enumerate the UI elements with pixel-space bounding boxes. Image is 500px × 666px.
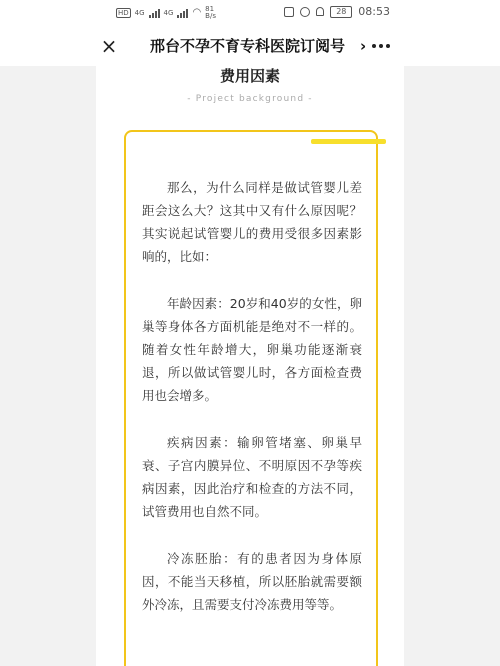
network-speed-value: 81: [205, 5, 215, 13]
more-dot: [379, 44, 383, 48]
network-speed-unit: B/s: [205, 12, 216, 20]
bell-icon: [316, 7, 324, 16]
paragraph-intro: 那么，为什么同样是做试管婴儿差距会这么大？这其中又有什么原因呢？其实说起试管婴儿的费用受很多因素影响的，比如：: [142, 180, 362, 264]
status-right: [284, 5, 390, 18]
section-subtitle: - Project background -: [187, 94, 313, 104]
alarm-icon: [300, 7, 310, 17]
signal-icon: [149, 8, 160, 18]
nfc-icon: [284, 7, 294, 17]
article-content: [96, 66, 404, 666]
more-dot: [372, 44, 376, 48]
more-dot: [386, 44, 390, 48]
nav-bar: [0, 26, 500, 66]
paragraph-age-factor: 年龄因素：20岁和40岁的女性，卵巢等身体各方面机能是绝对不一样的。随着女性年龄增大，卵巢功能逐渐衰退，所以做试管婴儿时，各方面检查费用也会增多。: [142, 296, 362, 403]
signal-type-right: 4G: [163, 8, 174, 17]
close-icon[interactable]: ×: [100, 34, 118, 58]
paragraph-disease-factor: 疾病因素：输卵管堵塞、卵巢早衰、子宫内膜异位、不明原因不孕等疾病因素，因此治疗和检查的方法不同，试管费用也自然不同。: [142, 435, 362, 519]
status-left: [116, 6, 216, 20]
battery-icon: [330, 6, 352, 18]
clock-time: 08:53: [358, 5, 390, 18]
network-speed: [205, 6, 216, 20]
account-title[interactable]: 邢台不孕不育专科医院订阅号: [150, 37, 346, 55]
hd-icon: HD: [118, 9, 129, 17]
section-title: 费用因素: [219, 67, 280, 85]
more-dots-icon[interactable]: [366, 34, 396, 58]
signal-type-left: 4G: [134, 8, 145, 17]
paragraph-frozen-embryo: 冷冻胚胎：有的患者因为身体原因，不能当天移植，所以胚胎就需要额外冷冻，且需要支付冷冻费用等等。: [142, 551, 362, 612]
content-card: [124, 130, 378, 666]
signal-icon-2: [177, 8, 188, 18]
status-bar: [0, 0, 500, 26]
chevron-right-icon[interactable]: ›: [360, 37, 367, 55]
card-accent-bar: [311, 139, 386, 144]
battery-level: 28: [336, 6, 347, 16]
card-text: [142, 176, 362, 640]
wifi-icon: ◠: [192, 7, 202, 18]
